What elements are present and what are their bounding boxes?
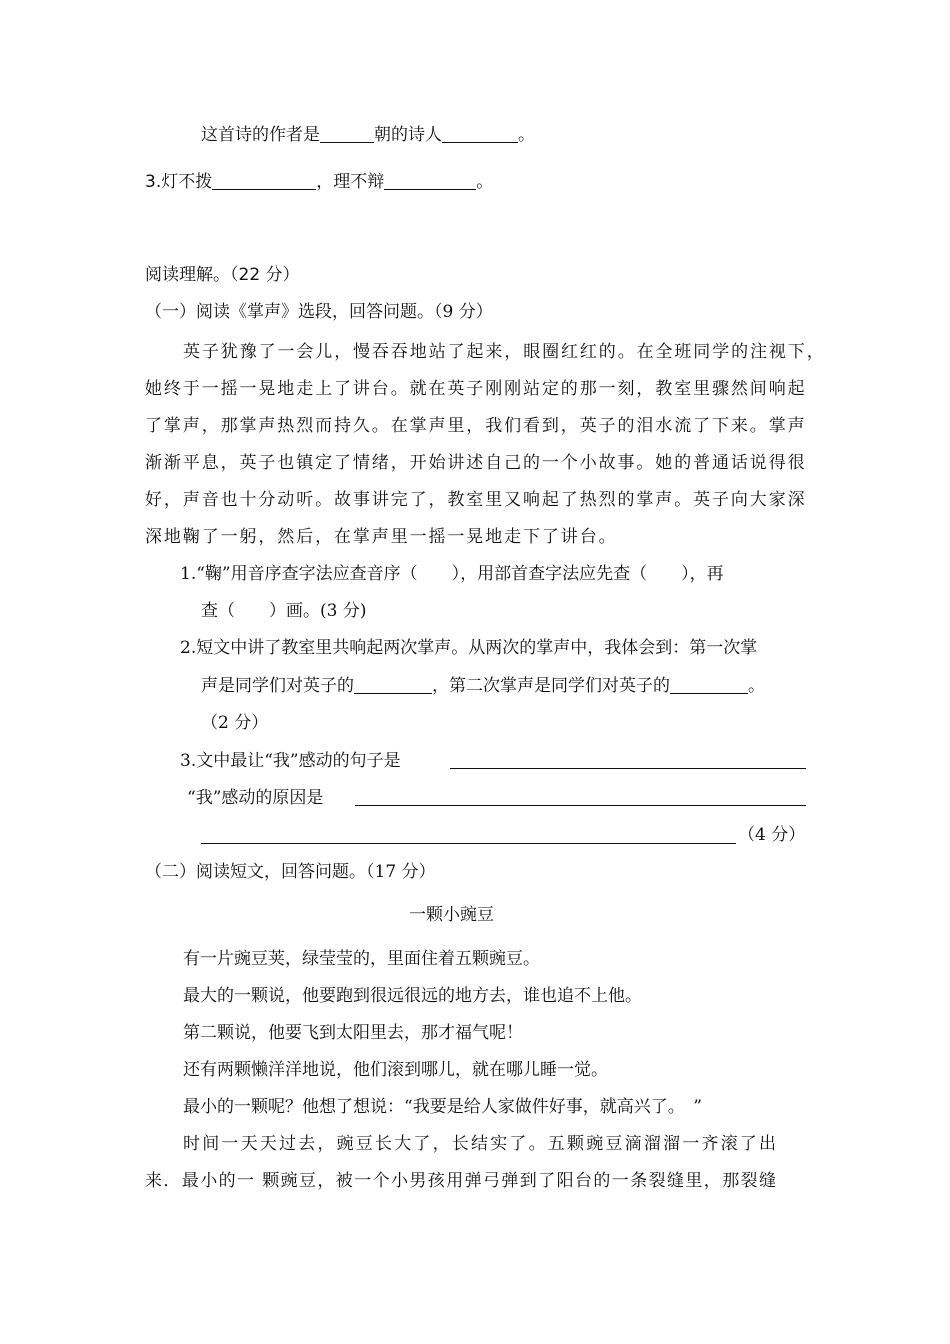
- q3-answer-line-1[interactable]: [450, 768, 806, 769]
- proverb-blank-a[interactable]: [212, 173, 316, 190]
- q2-second-part: ，第二次掌声是同学们对英子的: [432, 676, 670, 696]
- passage-line: 英子犹豫了一会儿，慢吞吞地站了起来，眼圈红红的。在全班同学的注视下，: [183, 342, 826, 362]
- q3-line2: “我”感动的原因是: [187, 788, 324, 808]
- story-title: 一颗小豌豆: [409, 905, 494, 925]
- story-line: 有一片豌豆荚，绿莹莹的，里面住着五颗豌豆。: [183, 949, 540, 969]
- proverb-number: 3.: [145, 172, 162, 192]
- q1-line1: 1.“鞠”用音序查字法应查音序（ ），用部首查字法应先查（ ），再: [180, 564, 724, 584]
- poem-author-end: 。: [518, 125, 535, 145]
- q2-end: 。: [748, 676, 765, 696]
- q3-answer-line-3[interactable]: [201, 843, 736, 844]
- poem-author-prefix: 这首诗的作者是: [201, 125, 320, 145]
- story-line: 还有两颗懒洋洋地说，他们滚到哪儿，就在哪儿睡一觉。: [183, 1060, 608, 1080]
- q2-score: （2 分）: [201, 713, 269, 733]
- q1-line2: 查（ ）画。(3 分): [201, 601, 367, 621]
- q3-line1: 3.文中最让“我”感动的句子是: [180, 751, 401, 771]
- story-line: 时间一天天过去，豌豆长大了，长结实了。五颗豌豆滴溜溜一齐滚了出: [183, 1134, 779, 1154]
- story-line: 来．最小的一 颗豌豆，被一个小男孩用弹弓弹到了阳台的一条裂缝里，那裂缝: [145, 1171, 778, 1191]
- reading-heading: 阅读理解。（22 分）: [145, 265, 300, 285]
- part2-heading: （二）阅读短文，回答问题。（17 分）: [145, 862, 436, 882]
- q2-line2: [201, 675, 765, 697]
- story-line: 最大的一颗说，他要跑到很远很远的地方去，谁也追不上他。: [183, 986, 642, 1006]
- passage-line: 深地鞠了一躬，然后，在掌声里一摇一晃地走下了讲台。: [145, 527, 618, 547]
- passage-line: 好，声音也十分动听。故事讲完了，教室里又响起了热烈的掌声。英子向大家深: [145, 490, 807, 510]
- passage-line: 渐渐平息，英子也镇定了情绪，开始讲述自己的一个小故事。她的普通话说得很: [145, 453, 807, 473]
- q2-blank-first[interactable]: [354, 677, 432, 694]
- story-line: 第二颗说，他要飞到太阳里去，那才福气呢！: [183, 1023, 523, 1043]
- proverb-question: [145, 171, 493, 193]
- poem-author-mid: 朝的诗人: [374, 125, 442, 145]
- passage-line: 她终于一摇一晃地走上了讲台。就在英子刚刚站定的那一刻，教室里骤然间响起: [145, 379, 807, 399]
- part1-heading: （一）阅读《掌声》选段，回答问题。（9 分）: [145, 302, 493, 322]
- story-line: 最小的一颗呢？他想了想说：“我要是给人家做件好事，就高兴了。 ”: [183, 1097, 702, 1117]
- q2-first-part: 声是同学们对英子的: [201, 676, 354, 696]
- poem-author-line: [201, 124, 535, 146]
- q2-line1: 2.短文中讲了教室里共响起两次掌声。从两次的掌声中，我体会到：第一次掌: [180, 638, 758, 658]
- dynasty-blank[interactable]: [320, 126, 374, 143]
- q3-answer-line-2[interactable]: [355, 805, 806, 806]
- passage-line: 了掌声，那掌声热烈而持久。在掌声里，我们看到，英子的泪水流了下来。掌声: [145, 416, 807, 436]
- q2-blank-second[interactable]: [670, 677, 748, 694]
- proverb-blank-b[interactable]: [384, 173, 476, 190]
- proverb-end: 。: [476, 172, 494, 192]
- poet-name-blank[interactable]: [442, 126, 518, 143]
- q3-score: （4 分）: [738, 825, 806, 845]
- proverb-part-a: 灯不拨: [161, 172, 213, 192]
- proverb-part-b: ，理不辩: [316, 172, 385, 192]
